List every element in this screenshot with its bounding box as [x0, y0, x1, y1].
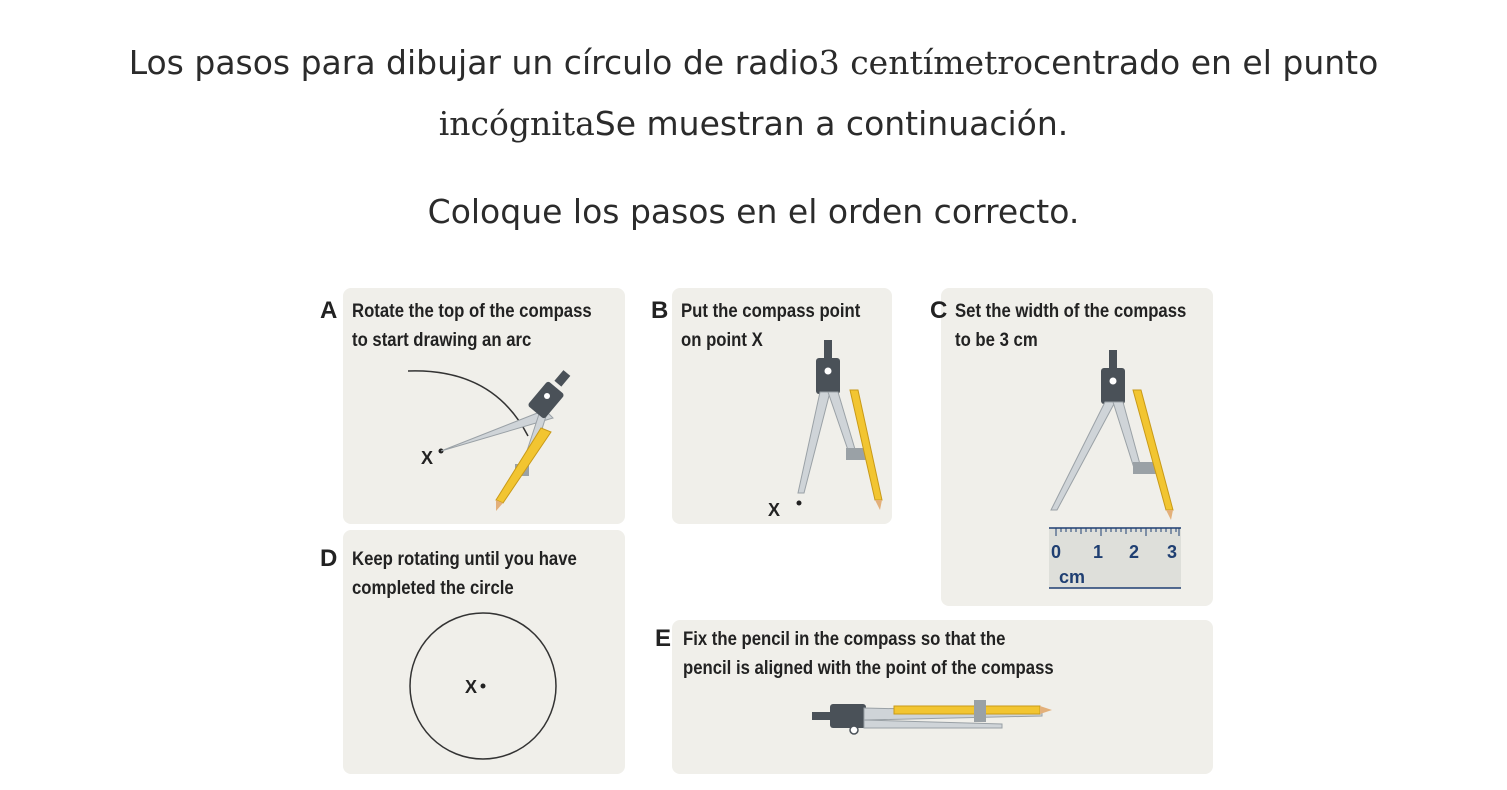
- ruler-tick-0: 0: [1051, 542, 1062, 562]
- step-text-b-line1: Put the compass point: [681, 301, 861, 322]
- step-text-e-line1: Fix the pencil in the compass so that the: [683, 629, 1006, 650]
- question-radius: 3 centímetro: [818, 43, 1033, 82]
- compass-on-point-illustration: [672, 288, 892, 524]
- question-part3: Se muestran a continuación.: [594, 104, 1069, 143]
- step-text-b-line2: on point X: [681, 330, 763, 351]
- step-text-c-line1: Set the width of the compass: [955, 301, 1187, 322]
- question-line-1: [0, 38, 1507, 88]
- question-part2: centrado en el punto: [1033, 43, 1379, 82]
- step-text-c-line2: to be 3 cm: [955, 330, 1038, 351]
- ruler-tick-1: 1: [1093, 542, 1104, 562]
- ruler-unit-label: cm: [1059, 567, 1086, 587]
- question-point: incógnita: [438, 104, 595, 143]
- compass-ruler-illustration: [941, 288, 1213, 606]
- point-x-label: X: [768, 500, 781, 520]
- step-letter-e: E: [655, 625, 672, 652]
- ruler-tick-2: 2: [1129, 542, 1140, 562]
- step-text-d-line1: Keep rotating until you have: [352, 549, 577, 570]
- point-x-label: X: [421, 448, 434, 468]
- step-text-d-line2: completed the circle: [352, 578, 514, 599]
- question-part1: Los pasos para dibujar un círculo de radio: [128, 43, 819, 82]
- step-letter-b: B: [651, 297, 669, 324]
- step-text-e-line2: pencil is aligned with the point of the compass: [683, 658, 1054, 679]
- step-text-a-line1: Rotate the top of the compass: [352, 301, 592, 322]
- step-letter-c: C: [930, 297, 948, 324]
- completed-circle-illustration: [343, 530, 625, 774]
- step-letter-a: A: [320, 297, 338, 324]
- point-x-label: X: [465, 677, 478, 697]
- compass-rotating-illustration: [343, 288, 625, 524]
- closed-compass-illustration: [672, 620, 1213, 774]
- question-line-2: [0, 99, 1507, 149]
- ruler-tick-3: 3: [1167, 542, 1178, 562]
- point-x-dot: [481, 684, 486, 689]
- instruction: Coloque los pasos en el orden correcto.: [427, 192, 1080, 231]
- step-letter-d: D: [320, 545, 338, 572]
- point-x-dot: [797, 501, 802, 506]
- step-text-a-line2: to start drawing an arc: [352, 330, 532, 351]
